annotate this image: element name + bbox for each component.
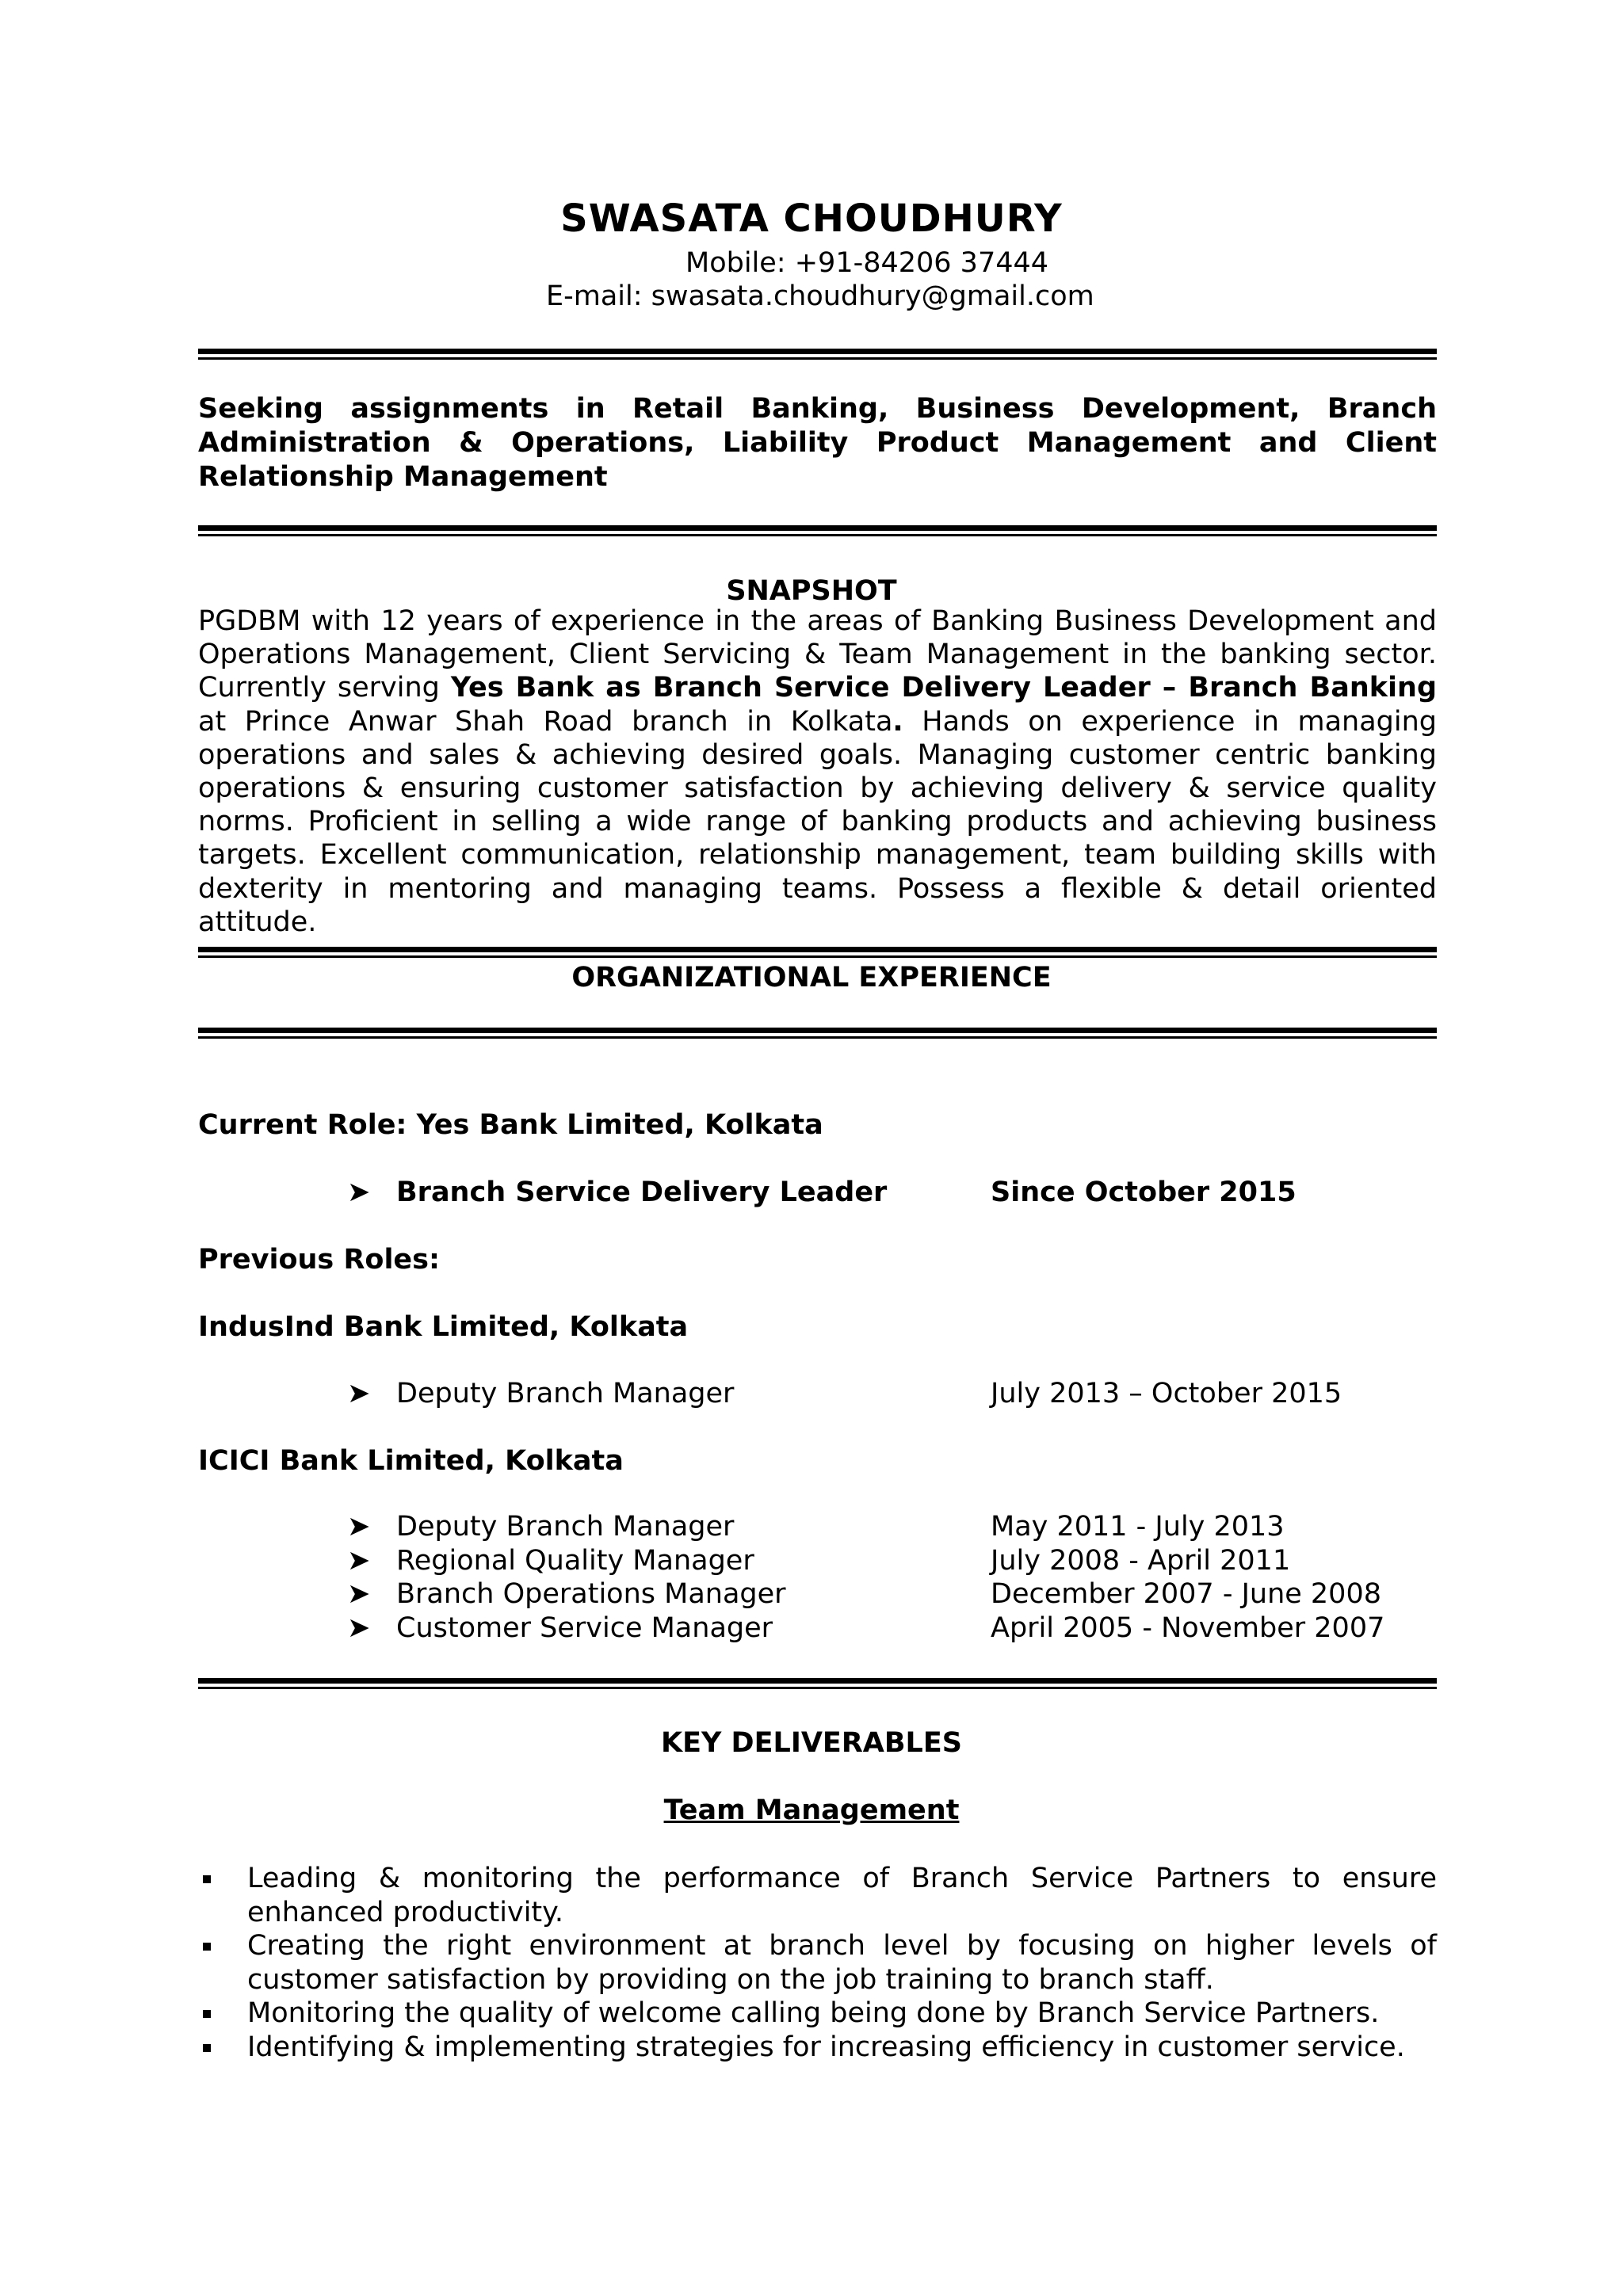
role-row bbox=[0, 1544, 1623, 1579]
previous-roles-heading: Previous Roles: bbox=[198, 1244, 441, 1276]
role-row bbox=[0, 1577, 1623, 1612]
snapshot-summary bbox=[198, 605, 1437, 939]
role-row bbox=[0, 1611, 1623, 1646]
role-period: April 2005 - November 2007 bbox=[991, 1612, 1385, 1644]
role-title: Deputy Branch Manager bbox=[396, 1511, 735, 1543]
divider bbox=[198, 349, 1437, 360]
role-title: Deputy Branch Manager bbox=[396, 1378, 735, 1409]
square-bullet-icon bbox=[203, 2010, 211, 2018]
snapshot-highlight: Yes Bank as Branch Service Delivery Leader – Branch Banking bbox=[450, 672, 1437, 704]
deliverables-list bbox=[198, 1862, 1437, 2064]
role-period: Since October 2015 bbox=[991, 1177, 1296, 1208]
list-item-text: Monitoring the quality of welcome calling being done by Branch Service Partners. bbox=[247, 1997, 1380, 2029]
square-bullet-icon bbox=[203, 1875, 211, 1883]
list-item bbox=[198, 2031, 1437, 2065]
arrow-bullet-icon: ➤ bbox=[347, 1511, 371, 1543]
role-row bbox=[0, 1510, 1623, 1545]
arrow-bullet-icon: ➤ bbox=[347, 1578, 371, 1610]
deliverables-subtitle: Team Management bbox=[663, 1794, 960, 1826]
list-item bbox=[198, 1929, 1437, 1997]
role-title: Branch Service Delivery Leader bbox=[396, 1177, 888, 1208]
role-period: December 2007 - June 2008 bbox=[991, 1578, 1381, 1610]
snapshot-title: SNAPSHOT bbox=[726, 575, 897, 607]
snapshot-text: at Prince Anwar Shah Road branch in Kolkata bbox=[198, 705, 893, 738]
role-row bbox=[0, 1176, 1623, 1211]
snapshot-text: Hands on experience in managing operations and sales & achieving desired goals. Managing customer centric banking operations & ensuring customer satisfaction by achieving delivery & service quality norms. Proficient in selling a wide range of banking products and achieving business targets. Excellent communication, relationship management, team building skills with dexterity in mentoring and managing teams. Possess a flexible & detail oriented attitude. bbox=[198, 705, 1437, 938]
square-bullet-icon bbox=[203, 1943, 211, 1951]
email-address: E-mail: swasata.choudhury@gmail.com bbox=[546, 280, 1094, 312]
experience-title: ORGANIZATIONAL EXPERIENCE bbox=[571, 962, 1052, 994]
candidate-name: SWASATA CHOUDHURY bbox=[560, 196, 1063, 241]
list-item-text: Leading & monitoring the performance of Branch Service Partners to ensure enhanced productivity. bbox=[247, 1863, 1437, 1928]
list-item-text: Creating the right environment at branch level by focusing on higher levels of customer satisfaction by providing on the job training to branch staff. bbox=[247, 1930, 1437, 1996]
snapshot-text: PGDBM with 12 years of experience in the areas of Banking Business Development and Operations Management, Client Servicing & Team Management in the banking sector. Currently serving bbox=[198, 605, 1437, 704]
divider bbox=[198, 1028, 1437, 1039]
current-role-heading: Current Role: Yes Bank Limited, Kolkata bbox=[198, 1109, 823, 1141]
snapshot-highlight: . bbox=[892, 705, 903, 738]
arrow-bullet-icon: ➤ bbox=[347, 1177, 371, 1208]
divider bbox=[198, 947, 1437, 958]
role-period: May 2011 - July 2013 bbox=[991, 1511, 1285, 1543]
role-title: Customer Service Manager bbox=[396, 1612, 773, 1644]
employer-name: IndusInd Bank Limited, Kolkata bbox=[198, 1311, 689, 1343]
role-title: Regional Quality Manager bbox=[396, 1545, 754, 1577]
role-title: Branch Operations Manager bbox=[396, 1578, 786, 1610]
divider bbox=[198, 1678, 1437, 1689]
arrow-bullet-icon: ➤ bbox=[347, 1545, 371, 1577]
mobile-number: Mobile: +91-84206 37444 bbox=[685, 247, 1049, 279]
role-row bbox=[0, 1377, 1623, 1412]
career-objective: Seeking assignments in Retail Banking, Business Development, Branch Administration & Operations, Liability Product Management and Client Relationship Management bbox=[198, 393, 1437, 493]
role-period: July 2013 – October 2015 bbox=[991, 1378, 1342, 1409]
role-period: July 2008 - April 2011 bbox=[991, 1545, 1291, 1577]
divider bbox=[198, 525, 1437, 536]
square-bullet-icon bbox=[203, 2044, 211, 2052]
employer-name: ICICI Bank Limited, Kolkata bbox=[198, 1445, 624, 1477]
list-item-text: Identifying & implementing strategies for increasing efficiency in customer service. bbox=[247, 2031, 1405, 2063]
arrow-bullet-icon: ➤ bbox=[347, 1612, 371, 1644]
list-item bbox=[198, 1862, 1437, 1929]
arrow-bullet-icon: ➤ bbox=[347, 1378, 371, 1409]
deliverables-title: KEY DELIVERABLES bbox=[661, 1727, 962, 1759]
list-item bbox=[198, 1997, 1437, 2031]
